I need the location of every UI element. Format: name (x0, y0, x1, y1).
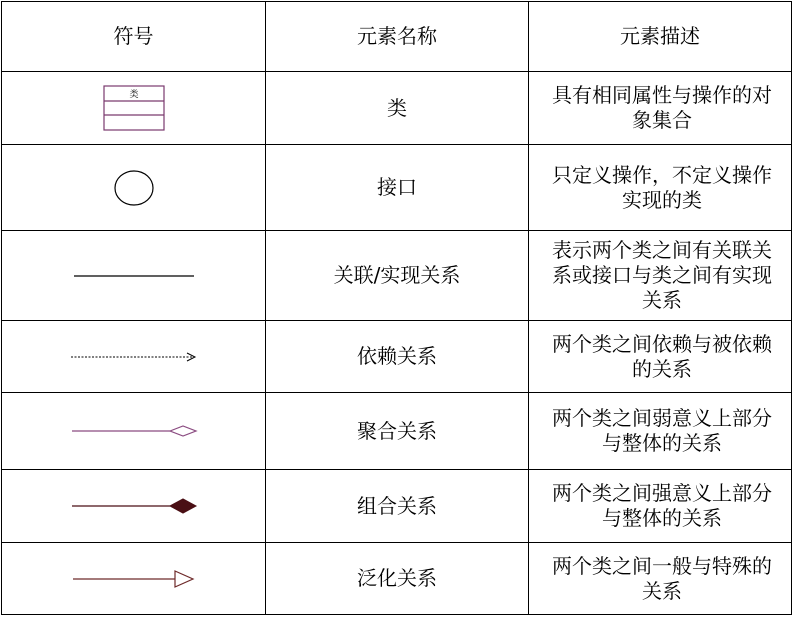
symbol-cell (2, 393, 266, 470)
name-cell: 组合关系 (266, 470, 529, 543)
class-box-icon (102, 84, 166, 132)
table-row (2, 231, 792, 321)
description-cell: 两个类之间依赖与被依赖的关系 (529, 321, 792, 393)
description-cell: 两个类之间弱意义上部分与整体的关系 (529, 393, 792, 470)
table-row (2, 321, 792, 393)
name-cell: 依赖关系 (266, 321, 529, 393)
symbol-cell (2, 231, 266, 321)
composition-diamond-icon (70, 497, 198, 515)
class-box-label: 类 (128, 90, 139, 100)
table-row (2, 470, 792, 543)
name-cell: 关联/实现关系 (266, 231, 529, 321)
table-row (2, 145, 792, 231)
header-symbol: 符号 (2, 2, 266, 72)
name-cell: 接口 (266, 145, 529, 231)
association-line-icon (72, 271, 196, 281)
symbol-cell (2, 145, 266, 231)
interface-circle-icon (112, 168, 156, 208)
table-row (2, 543, 792, 615)
description-cell: 两个类之间强意义上部分与整体的关系 (529, 470, 792, 543)
symbol-cell (2, 543, 266, 615)
table-row (2, 72, 792, 145)
name-cell: 聚合关系 (266, 393, 529, 470)
name-cell: 类 (266, 72, 529, 145)
table-row (2, 393, 792, 470)
generalization-triangle-icon (71, 568, 197, 590)
name-cell: 泛化关系 (266, 543, 529, 615)
header-row (2, 2, 792, 72)
aggregation-diamond-icon (70, 423, 198, 439)
description-cell: 具有相同属性与操作的对象集合 (529, 72, 792, 145)
dependency-arrow-icon (69, 350, 199, 364)
header-description: 元素描述 (529, 2, 792, 72)
symbol-cell (2, 470, 266, 543)
uml-element-table (1, 1, 792, 615)
description-cell: 只定义操作，不定义操作实现的类 (529, 145, 792, 231)
symbol-cell (2, 72, 266, 145)
header-name: 元素名称 (266, 2, 529, 72)
symbol-cell (2, 321, 266, 393)
description-cell: 两个类之间一般与特殊的关系 (529, 543, 792, 615)
description-cell: 表示两个类之间有关联关系或接口与类之间有实现关系 (529, 231, 792, 321)
